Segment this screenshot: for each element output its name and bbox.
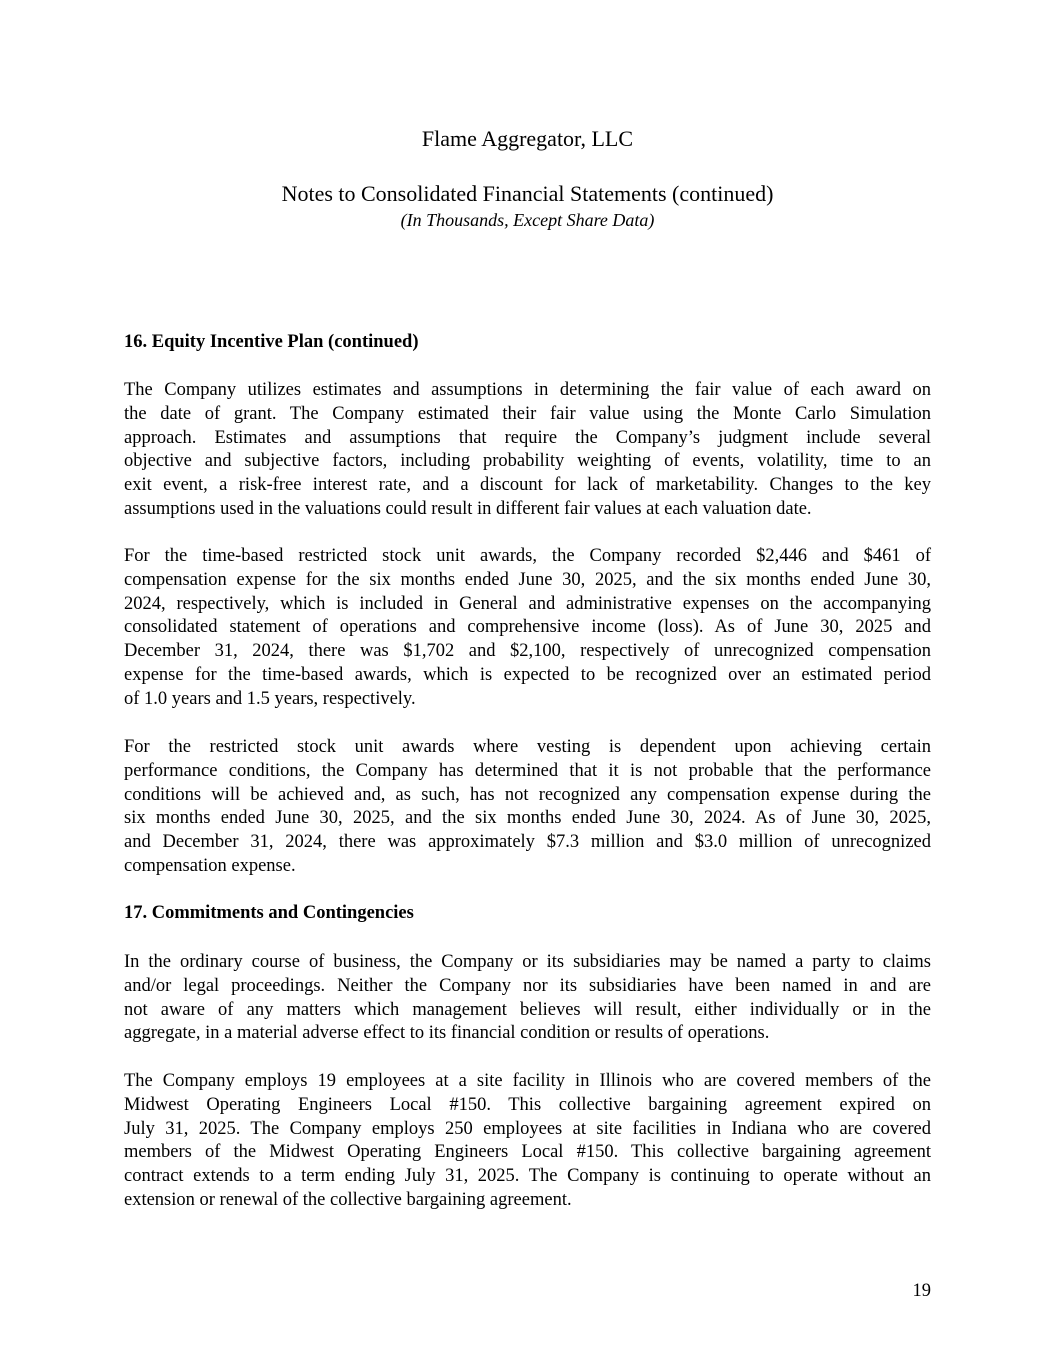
text-line: 2024, respectively, which is included in General and administrative expenses on the accompanying <box>124 593 931 614</box>
paragraph-legal-proceedings <box>124 951 931 1046</box>
page-number: 19 <box>912 1281 931 1301</box>
text-line: For the restricted stock unit awards where vesting is dependent upon achieving certain <box>124 737 931 757</box>
section-heading-commitments: 17. Commitments and Contingencies <box>124 903 414 923</box>
page-subtitle: (In Thousands, Except Share Data) <box>400 210 655 230</box>
text-line: expense for the time-based awards, which is expected to be recognized over an estimated period <box>124 664 931 685</box>
paragraph-time-based-awards <box>124 545 931 712</box>
text-line: and December 31, 2024, there was approximately $7.3 million and $3.0 million of unrecognized <box>124 832 931 853</box>
text-line: approach. Estimates and assumptions that require the Company’s judgment include several <box>124 427 931 448</box>
text-line: compensation expense. <box>124 855 296 876</box>
text-line: conditions will be achieved and, as such, has not recognized any compensation expense during the <box>124 784 931 805</box>
text-line: July 31, 2025. The Company employs 250 employees at site facilities in Indiana who are covered <box>124 1118 931 1139</box>
text-line: Midwest Operating Engineers Local #150. This collective bargaining agreement expired on <box>124 1094 931 1115</box>
text-line: exit event, a risk-free interest rate, and a discount for lack of marketability. Changes to the key <box>124 475 931 496</box>
text-line: The Company employs 19 employees at a site facility in Illinois who are covered members of the <box>124 1071 931 1091</box>
paragraph-estimates <box>124 379 931 522</box>
text-line: consolidated statement of operations and comprehensive income (loss). As of June 30, 2025 and <box>124 617 931 638</box>
text-line: The Company utilizes estimates and assumptions in determining the fair value of each award on <box>124 380 931 400</box>
section-heading-equity-incentive: 16. Equity Incentive Plan (continued) <box>124 332 419 352</box>
text-line: compensation expense for the six months ended June 30, 2025, and the six months ended June 30, <box>124 569 931 590</box>
text-line: six months ended June 30, 2025, and the six months ended June 30, 2024. As of June 30, 2025, <box>124 808 931 829</box>
text-line: For the time-based restricted stock unit awards, the Company recorded $2,446 and $461 of <box>124 546 931 566</box>
paragraph-collective-bargaining <box>124 1070 931 1213</box>
page-title: Notes to Consolidated Financial Statements (continued) <box>281 181 774 206</box>
text-line: aggregate, in a material adverse effect to its financial condition or results of operations. <box>124 1023 770 1044</box>
text-line: the date of grant. The Company estimated their fair value using the Monte Carlo Simulation <box>124 403 931 424</box>
text-line: objective and subjective factors, including probability weighting of events, volatility, time to an <box>124 451 931 472</box>
paragraph-performance-awards <box>124 736 931 879</box>
company-name: Flame Aggregator, LLC <box>421 126 634 151</box>
text-line: assumptions used in the valuations could result in different fair values at each valuation date. <box>124 498 812 519</box>
text-line: performance conditions, the Company has determined that it is not probable that the performance <box>124 760 931 781</box>
text-line: and/or legal proceedings. Neither the Company nor its subsidiaries have been named in and are <box>124 975 931 996</box>
text-line: contract extends to a term ending July 31, 2025. The Company is continuing to operate without an <box>124 1166 931 1187</box>
text-line: December 31, 2024, there was $1,702 and $2,100, respectively of unrecognized compensation <box>124 641 931 662</box>
text-line: members of the Midwest Operating Engineers Local #150. This collective bargaining agreement <box>124 1142 931 1163</box>
text-line: extension or renewal of the collective bargaining agreement. <box>124 1189 572 1210</box>
text-line: In the ordinary course of business, the Company or its subsidiaries may be named a party to claims <box>124 952 931 972</box>
text-line: not aware of any matters which management believes will result, either individually or in the <box>124 999 931 1020</box>
text-line: of 1.0 years and 1.5 years, respectively. <box>124 688 416 709</box>
